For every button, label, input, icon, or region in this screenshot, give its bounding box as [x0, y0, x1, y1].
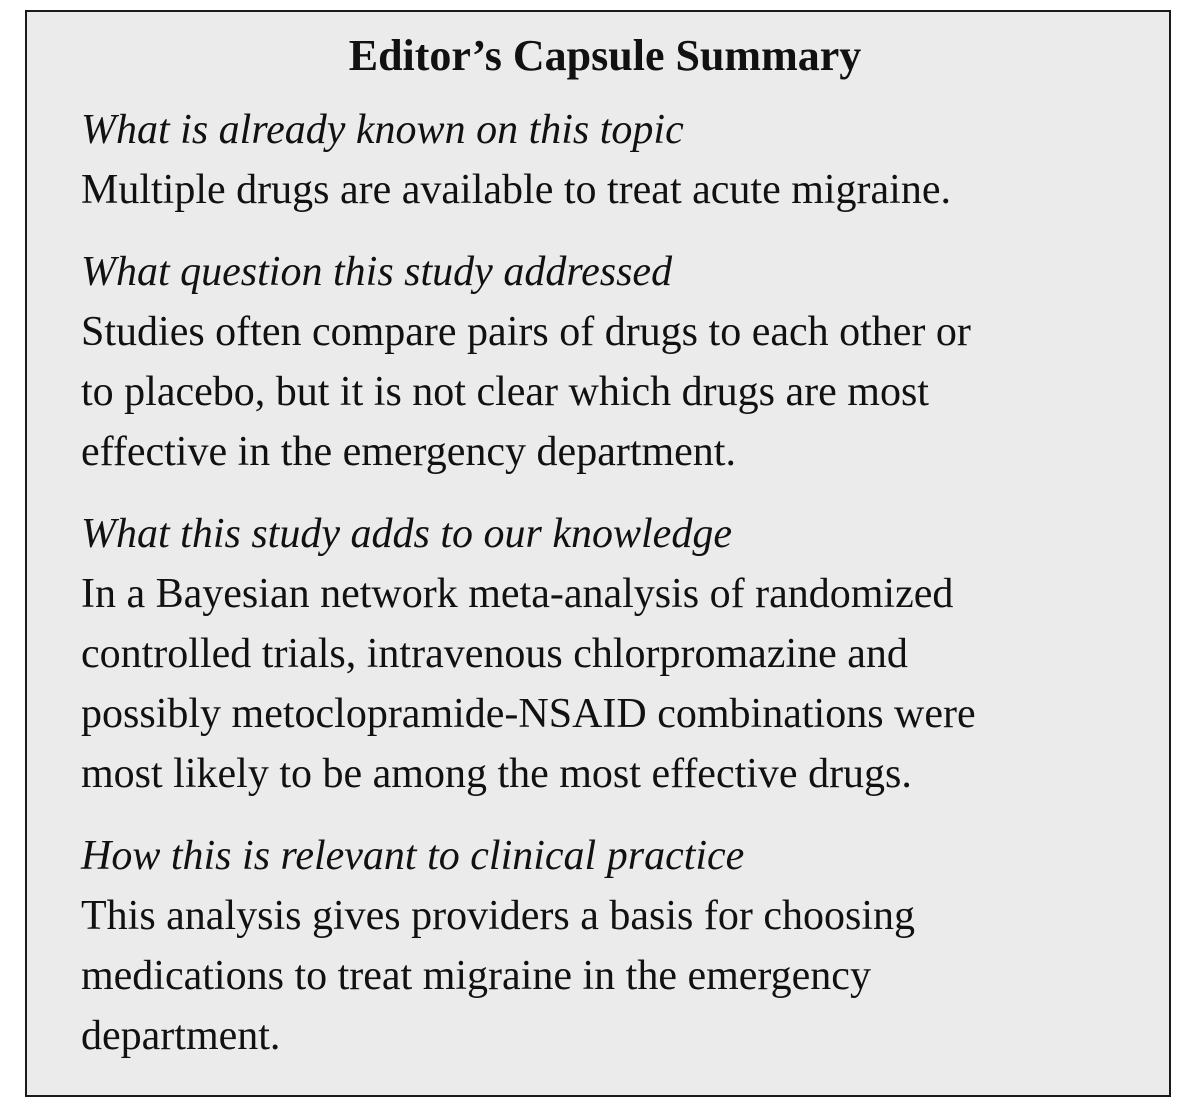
capsule-summary-box: [25, 10, 1171, 1097]
body-line: department.: [81, 1013, 281, 1059]
body-line: to placebo, but it is not clear which drugs are most: [81, 369, 929, 415]
section-relevance: [81, 826, 1129, 1066]
body-line: Studies often compare pairs of drugs to each other or: [81, 309, 971, 355]
section-body: [81, 302, 1129, 482]
body-line: In a Bayesian network meta-analysis of randomized: [81, 571, 954, 617]
body-line: possibly metoclopramide-NSAID combinations were: [81, 691, 976, 737]
section-heading: What this study adds to our knowledge: [81, 511, 732, 557]
section-body: [81, 886, 1129, 1066]
section-adds: [81, 504, 1129, 804]
section-heading: What question this study addressed: [81, 249, 673, 295]
body-line: most likely to be among the most effective drugs.: [81, 751, 912, 797]
body-line: medications to treat migraine in the emergency: [81, 953, 871, 999]
body-line: Multiple drugs are available to treat acute migraine.: [81, 167, 951, 213]
section-question: [81, 242, 1129, 482]
body-line: This analysis gives providers a basis for choosing: [81, 893, 916, 939]
section-heading: How this is relevant to clinical practice: [81, 833, 745, 879]
capsule-title: Editor’s Capsule Summary: [348, 31, 862, 80]
section-body: [81, 160, 1129, 220]
section-heading: What is already known on this topic: [81, 107, 684, 153]
body-line: controlled trials, intravenous chlorpromazine and: [81, 631, 908, 677]
section-known: [81, 100, 1129, 220]
section-body: [81, 564, 1129, 804]
body-line: effective in the emergency department.: [81, 429, 736, 475]
